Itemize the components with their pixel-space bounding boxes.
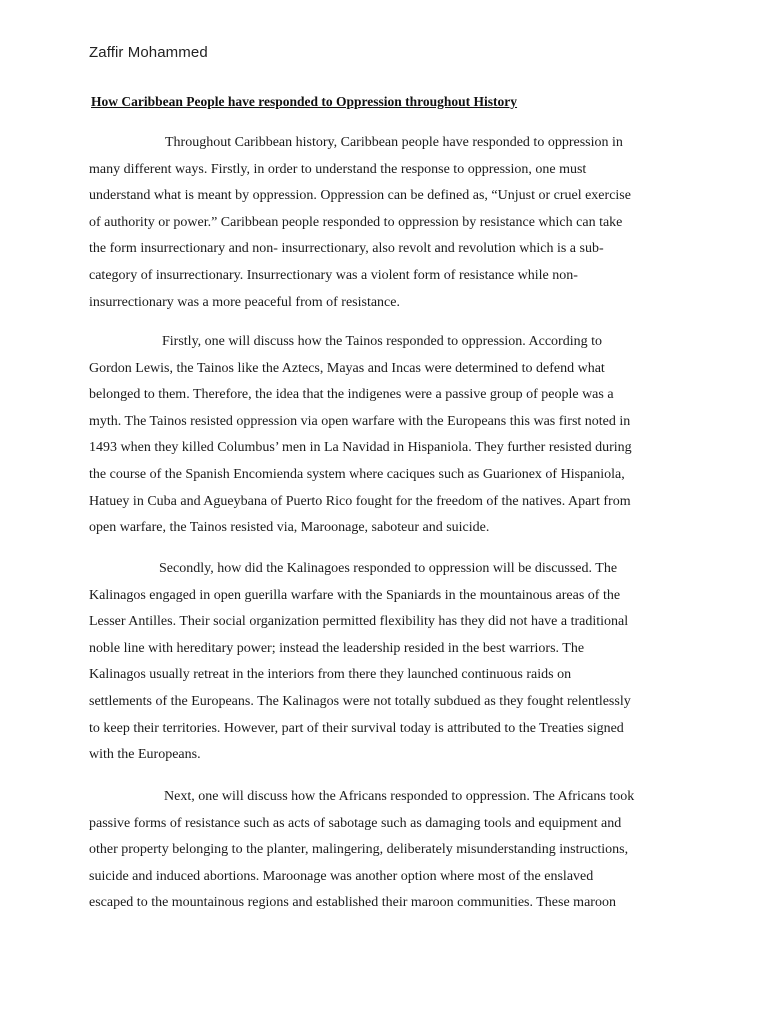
paragraph-africans: [89, 784, 634, 917]
author-name: Zaffir Mohammed: [89, 44, 208, 61]
paragraph-line: belonged to them. Therefore, the idea that the indigenes were a passive group of people was a: [89, 387, 614, 403]
paragraph-line: settlements of the Europeans. The Kalinagos were not totally subdued as they fought relentlessly: [89, 693, 631, 709]
paragraph-line: many different ways. Firstly, in order to understand the response to oppression, one must: [89, 161, 587, 177]
paragraph-line: understand what is meant by oppression. Oppression can be defined as, “Unjust or cruel exercise: [89, 188, 631, 204]
paragraph-line: category of insurrectionary. Insurrectionary was a violent form of resistance while non-: [89, 267, 578, 283]
paragraph-line: Kalinagos usually retreat in the interiors from there they launched continuous raids on: [89, 667, 572, 683]
paragraph-line: insurrectionary was a more peaceful from of resistance.: [89, 294, 400, 310]
paragraph-line: of authority or power.” Caribbean people responded to oppression by resistance which can take: [89, 214, 623, 230]
paragraph-tainos: [89, 329, 632, 542]
paragraph-line: with the Europeans.: [89, 747, 201, 763]
paragraph-line: 1493 when they killed Columbus’ men in La Navidad in Hispaniola. They further resisted during: [89, 440, 632, 456]
paragraph-line: the form insurrectionary and non- insurrectionary, also revolt and revolution which is a sub-: [89, 241, 604, 257]
essay-title: How Caribbean People have responded to Oppression throughout History: [91, 94, 518, 109]
paragraph-line: noble line with hereditary power; instead the leadership resided in the best warriors. The: [89, 640, 585, 656]
paragraph-line: escaped to the mountainous regions and established their maroon communities. These maroon: [89, 895, 616, 911]
paragraph-line: other property belonging to the planter, malingering, deliberately misunderstanding instructions,: [89, 842, 629, 858]
paragraph-line: Throughout Caribbean history, Caribbean people have responded to oppression in: [165, 135, 623, 150]
paragraph-line: Next, one will discuss how the Africans responded to oppression. The Africans took: [164, 789, 635, 804]
paragraph-line: Lesser Antilles. Their social organization permitted flexibility has they did not have a traditional: [89, 614, 629, 630]
paragraph-line: suicide and induced abortions. Maroonage was another option where most of the enslaved: [89, 868, 594, 884]
paragraph-line: Firstly, one will discuss how the Tainos responded to oppression. According to: [162, 334, 602, 349]
paragraph-line: myth. The Tainos resisted oppression via open warfare with the Europeans this was first noted in: [89, 413, 631, 429]
paragraph-line: passive forms of resistance such as acts of sabotage such as damaging tools and equipment and: [89, 815, 622, 831]
paragraph-line: to keep their territories. However, part of their survival today is attributed to the Treaties signed: [89, 720, 624, 736]
paragraph-line: the course of the Spanish Encomienda system where caciques such as Guarionex of Hispaniola,: [89, 466, 625, 482]
paragraph-kalinagos: [89, 556, 631, 769]
paragraph-line: Kalinagos engaged in open guerilla warfare with the Spaniards in the mountainous areas of the: [89, 587, 621, 603]
paragraph-line: open warfare, the Tainos resisted via, Maroonage, saboteur and suicide.: [89, 520, 490, 536]
paragraph-line: Secondly, how did the Kalinagoes responded to oppression will be discussed. The: [159, 561, 618, 576]
paragraph-line: Gordon Lewis, the Tainos like the Aztecs, Mayas and Incas were determined to defend what: [89, 360, 605, 376]
paragraph-line: Hatuey in Cuba and Agueybana of Puerto Rico fought for the freedom of the natives. Apart from: [89, 493, 631, 509]
paragraph-intro: [89, 130, 631, 316]
